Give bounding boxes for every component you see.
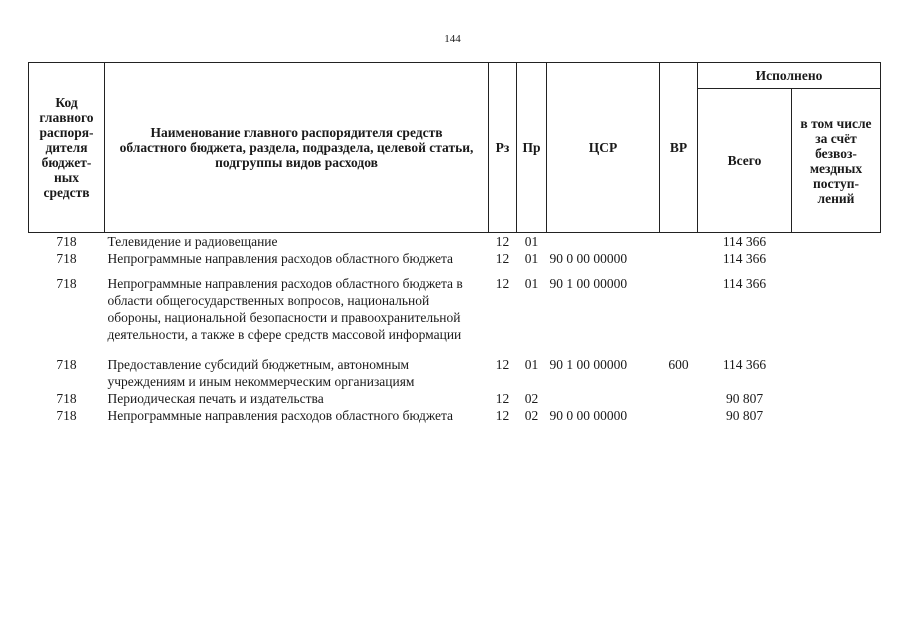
- header-incl: в том числе за счёт безвоз-мездных поступ-лений: [792, 89, 881, 233]
- table-row: [29, 233, 881, 251]
- cell-pr: 01: [524, 251, 539, 266]
- cell-pr: 01: [524, 234, 539, 249]
- cell-rz: 12: [495, 357, 510, 372]
- cell-rz: 12: [495, 234, 510, 249]
- cell-vr: [660, 275, 698, 356]
- table-row: [29, 356, 881, 390]
- cell-incl: [792, 250, 881, 275]
- cell-name: Периодическая печать и издательства: [107, 391, 324, 406]
- cell-incl: [792, 390, 881, 407]
- cell-incl: [792, 407, 881, 424]
- cell-total: 90 807: [725, 408, 764, 423]
- cell-csr: 90 1 00 00000: [549, 276, 628, 291]
- cell-pr: 02: [524, 408, 539, 423]
- cell-code: 718: [56, 276, 77, 291]
- cell-code: 718: [56, 408, 77, 423]
- header-name: Наименование главного распорядителя средств областного бюджета, раздела, подраздела, целевой статьи, подгруппы видов расходов: [105, 63, 489, 233]
- cell-rz: 12: [495, 391, 510, 406]
- cell-total: 114 366: [722, 276, 767, 291]
- cell-incl: [792, 356, 881, 390]
- cell-total: 114 366: [722, 357, 767, 372]
- cell-total: 114 366: [722, 234, 767, 249]
- cell-incl: [792, 275, 881, 356]
- cell-csr: 90 1 00 00000: [549, 357, 628, 372]
- page-number: 144: [444, 33, 461, 45]
- table-body: [29, 233, 881, 425]
- header-executed: Исполнено: [698, 63, 881, 89]
- cell-incl: [792, 233, 881, 251]
- header-pr: Пр: [517, 63, 547, 233]
- header-code: Код главного распоря-дителя бюджет-ных средств: [29, 63, 105, 233]
- cell-name: Непрограммные направления расходов областного бюджета в области общегосударственных вопросов, национальной обороны, национальной безопасности и правоохранительной деятельности, а также в сфере средств массовой информации: [107, 276, 463, 342]
- cell-vr: 600: [668, 357, 689, 372]
- table-row: [29, 250, 881, 275]
- cell-code: 718: [56, 391, 77, 406]
- cell-rz: 12: [495, 408, 510, 423]
- cell-vr: [660, 250, 698, 275]
- cell-rz: 12: [495, 251, 510, 266]
- table-header: [29, 63, 881, 233]
- cell-vr: [660, 233, 698, 251]
- cell-pr: 02: [524, 391, 539, 406]
- header-total: Всего: [698, 89, 792, 233]
- cell-name: Непрограммные направления расходов областного бюджета: [107, 251, 454, 266]
- table-row: [29, 275, 881, 356]
- budget-table: [28, 62, 881, 424]
- cell-code: 718: [56, 234, 77, 249]
- cell-name: Предоставление субсидий бюджетным, автономным учреждениям и иным некоммерческим организациям: [107, 357, 415, 389]
- cell-csr: [547, 233, 660, 251]
- table-row: [29, 407, 881, 424]
- cell-csr: 90 0 00 00000: [549, 251, 628, 266]
- cell-csr: [547, 390, 660, 407]
- header-rz: Рз: [489, 63, 517, 233]
- cell-csr: 90 0 00 00000: [549, 408, 628, 423]
- cell-rz: 12: [495, 276, 510, 291]
- cell-name: Непрограммные направления расходов областного бюджета: [107, 408, 454, 423]
- cell-total: 90 807: [725, 391, 764, 406]
- table-row: [29, 390, 881, 407]
- cell-name: Телевидение и радиовещание: [107, 234, 278, 249]
- cell-total: 114 366: [722, 251, 767, 266]
- cell-vr: [660, 390, 698, 407]
- cell-code: 718: [56, 357, 77, 372]
- cell-code: 718: [56, 251, 77, 266]
- header-csr: ЦСР: [547, 63, 660, 233]
- header-vr: ВР: [660, 63, 698, 233]
- cell-vr: [660, 407, 698, 424]
- cell-pr: 01: [524, 276, 539, 291]
- cell-pr: 01: [524, 357, 539, 372]
